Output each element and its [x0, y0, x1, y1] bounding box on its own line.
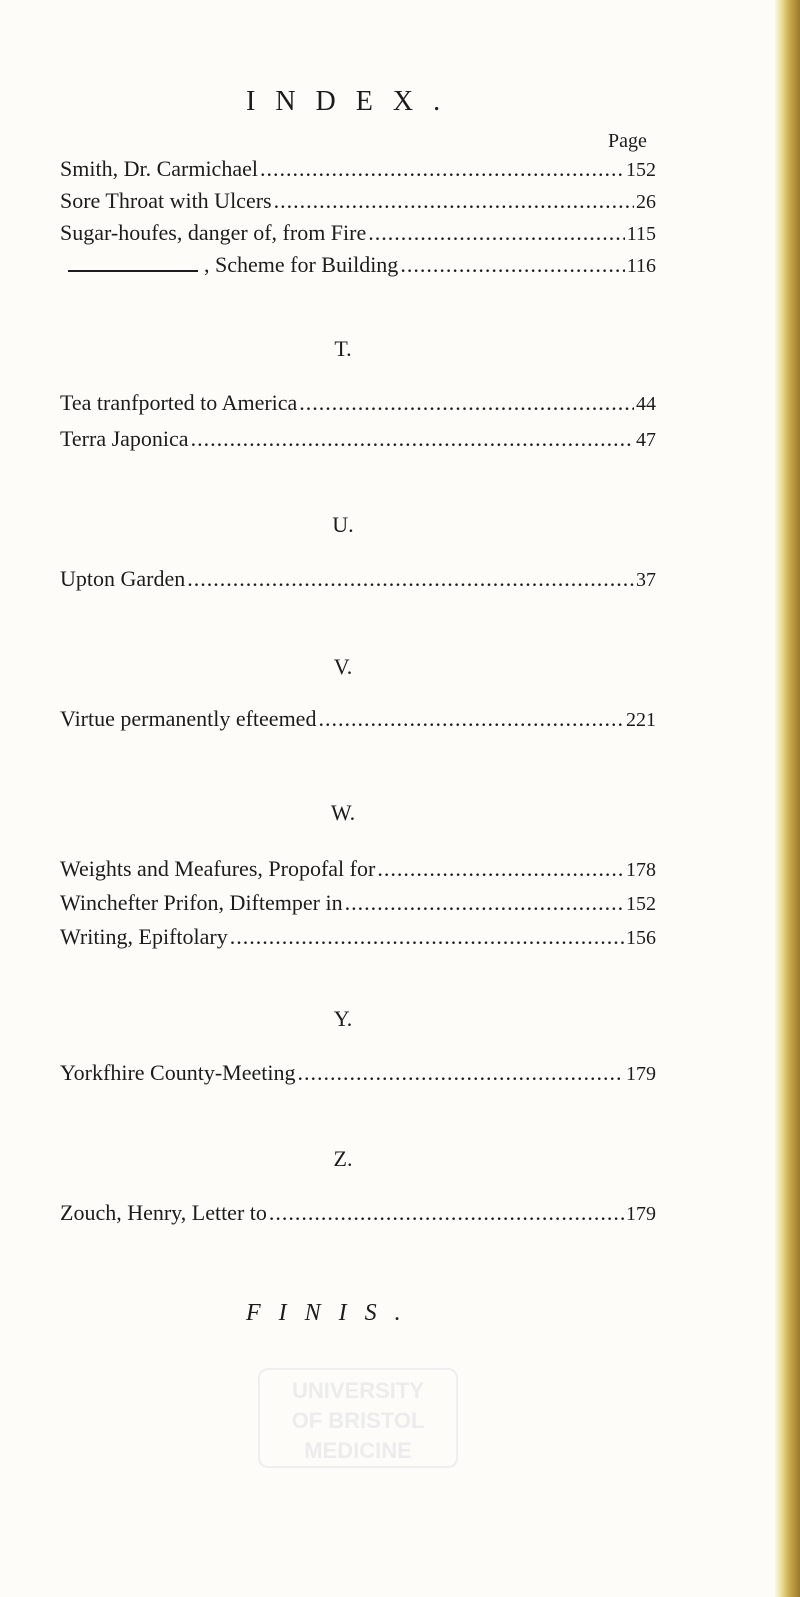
leader-dots — [297, 1060, 624, 1086]
entry-page: 221 — [626, 709, 656, 731]
entry-text: Terra Japonica — [60, 426, 189, 451]
entry-text: Yorkfhire County-Meeting — [60, 1060, 296, 1085]
entry-text: Zouch, Henry, Letter to — [60, 1200, 267, 1225]
entry-page: 26 — [636, 191, 656, 213]
stamp-line: UNIVERSITY — [291, 1378, 425, 1403]
index-entry — [60, 156, 656, 186]
entry-page: 179 — [626, 1063, 656, 1085]
entry-page: 152 — [626, 159, 656, 181]
page-title: INDEX. — [246, 86, 461, 117]
entry-page: 47 — [636, 429, 656, 451]
index-entry — [60, 856, 656, 886]
ditto-dash — [68, 270, 198, 272]
leader-dots — [191, 426, 634, 452]
section-letter: Z. — [333, 1146, 353, 1171]
index-entry — [60, 890, 656, 920]
entry-page: 44 — [636, 393, 656, 415]
section-letter: Y. — [333, 1006, 353, 1031]
index-entry — [60, 1060, 656, 1090]
index-entry — [60, 188, 656, 218]
stamp-line: MEDICINE — [304, 1438, 412, 1463]
entry-page: 152 — [626, 893, 656, 915]
entry-page: 116 — [626, 255, 656, 277]
leader-dots — [318, 706, 624, 732]
leader-dots — [260, 156, 624, 182]
entry-text: , Scheme for Building — [204, 252, 399, 277]
leader-dots — [187, 566, 634, 592]
entry-text: Smith, Dr. Carmichael — [60, 156, 258, 181]
entry-text: Upton Garden — [60, 566, 186, 591]
entry-page: 179 — [626, 1203, 656, 1225]
entry-text: Sore Throat with Ulcers — [60, 188, 272, 213]
entry-text: Weights and Meafures, Propofal for — [60, 856, 376, 881]
leader-dots — [230, 924, 624, 950]
index-entry — [60, 924, 656, 954]
index-entry — [60, 706, 656, 736]
index-entry — [60, 390, 656, 420]
index-entry — [60, 1200, 656, 1230]
leader-dots — [345, 890, 624, 916]
section-letter: W. — [330, 800, 356, 825]
entry-page: 156 — [626, 927, 656, 949]
entry-page: 178 — [626, 859, 656, 881]
section-letter: V. — [333, 654, 353, 679]
entry-text: Writing, Epiftolary — [60, 924, 228, 949]
entry-page: 115 — [626, 223, 656, 245]
index-entry — [60, 252, 656, 282]
finis-footer: FINIS. — [246, 1300, 419, 1326]
index-entry — [60, 566, 656, 596]
leader-dots — [299, 390, 634, 416]
leader-dots — [377, 856, 624, 882]
leader-dots — [274, 188, 634, 214]
leader-dots — [368, 220, 624, 246]
entry-page: 37 — [636, 569, 656, 591]
entry-text: Virtue permanently efteemed — [60, 706, 317, 731]
index-entry — [60, 426, 656, 456]
entry-text: Sugar-houfes, danger of, from Fire — [60, 220, 367, 245]
page-edge — [774, 0, 800, 1597]
entry-text: Tea tranfported to America — [60, 390, 298, 415]
page-column-label: Page — [608, 130, 647, 152]
section-letter: U. — [332, 512, 354, 537]
leader-dots — [400, 252, 624, 278]
entry-text: Winchefter Prifon, Diftemper in — [60, 890, 343, 915]
section-letter: T. — [334, 336, 352, 361]
leader-dots — [269, 1200, 624, 1226]
stamp-line: OF BRISTOL — [291, 1408, 425, 1433]
index-entry — [60, 220, 656, 250]
library-stamp — [258, 1368, 458, 1468]
